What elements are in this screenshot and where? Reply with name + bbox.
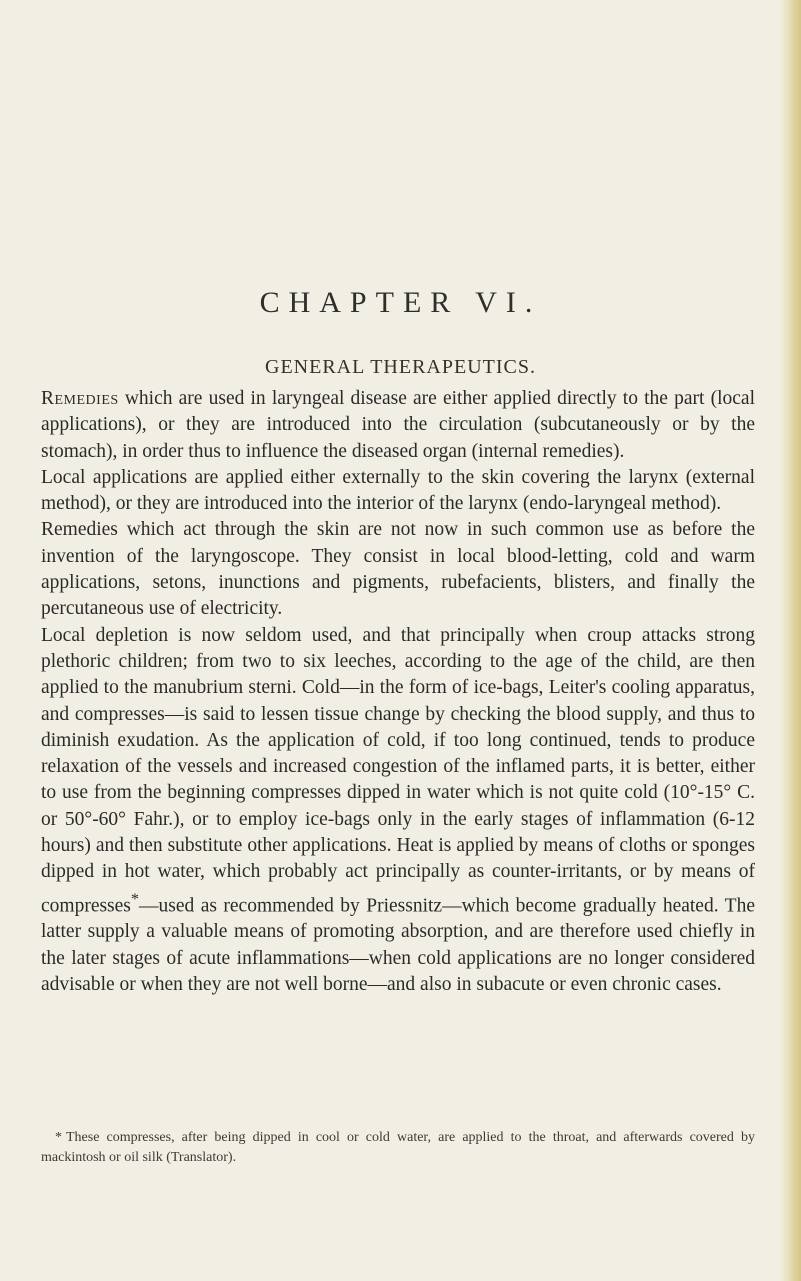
- paragraph-1: [41, 386, 755, 465]
- body-text: [41, 386, 755, 998]
- paragraph-4-text: Local depletion is now seldom used, and that principally when croup attacks strong plethoric children; from two to six leeches, according to the age of the child, are then applied to the manubrium sterni. Cold—in the form of ice-bags, Leiter's cooling apparatus, and compresses—is said to lessen tissue change by checking the blood supply, and thus to diminish exudation. As the application of cold, if too long continued, tends to produce relaxation of the vessels and increased congestion of the inflamed parts, it is better, either to use from the beginning compresses dipped in water which is not quite cold (10°-15° C. or 50°-60° Fahr.), or to employ ice-bags only in the early stages of inflammation (6-12 hours) and then substitute other applications. Heat is applied by means of cloths or sponges dipped in hot water, which probably act principally as counter-irritants, or by means of compresses: [41, 624, 755, 917]
- footnote: [41, 1128, 755, 1168]
- paragraph-lead-word: Remedies: [41, 388, 119, 409]
- paragraph-1-text: which are used in laryngeal disease are either applied directly to the part (local applications), or they are introduced into the circulation (subcutaneously or by the stomach), in order thus to influence the diseased organ (internal remedies).: [41, 388, 755, 462]
- paragraph-4-continuation: —used as recommended by Priessnitz—which become gradually heated. The latter supply a valuable means of promoting absorption, and are therefore used chiefly in the later stages of acute inflammations—when cold applications are no longer considered advisable or when they are not well borne—and also in subacute or even chronic cases.: [41, 895, 755, 996]
- paragraph-3: Remedies which act through the skin are not now in such common use as before the invention of the laryngoscope. They consist in local blood-letting, cold and warm applications, setons, inunctions and pigments, rubefacients, blisters, and finally the percutaneous use of electricity.: [41, 519, 755, 620]
- paragraph-2: Local applications are applied either externally to the skin covering the larynx (external method), or they are introduced into the interior of the larynx (endo-laryngeal method).: [41, 466, 755, 515]
- paragraph-4: [41, 623, 755, 999]
- chapter-heading: CHAPTER VI.: [259, 286, 542, 319]
- footnote-text: These compresses, after being dipped in cool or cold water, are applied to the throat, and afterwards covered by mackintosh or oil silk (Translator).: [41, 1130, 755, 1165]
- footnote-reference: *: [130, 889, 140, 908]
- page-edge: [779, 0, 801, 1281]
- footnote-marker: *: [55, 1130, 62, 1145]
- section-title: GENERAL THERAPEUTICS.: [265, 356, 536, 378]
